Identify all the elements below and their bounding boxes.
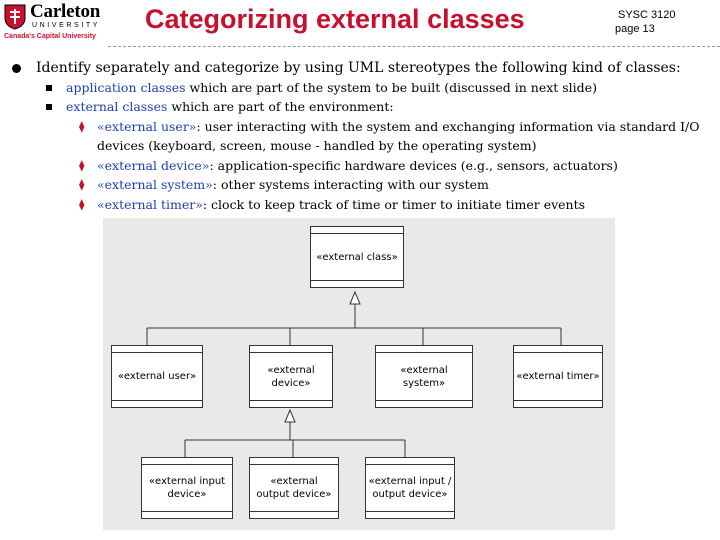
subitem-external-user — [97, 119, 700, 134]
description: : user interacting with the system and exchanging information via standard I/O — [196, 119, 700, 134]
class-label: «external device» — [267, 364, 315, 389]
header-divider — [108, 46, 720, 47]
square-bullet-icon — [46, 85, 52, 91]
generalization-arrow-icon — [350, 292, 360, 304]
class-label: «external input device» — [148, 476, 226, 500]
uml-class-diagram — [103, 218, 615, 530]
term: «external device» — [97, 158, 210, 173]
class-label: «external input / output device» — [368, 476, 452, 500]
generalization-arrow-icon — [285, 410, 295, 422]
class-label: «external system» — [400, 364, 448, 389]
class-external-system — [375, 345, 473, 408]
class-external-io-device — [365, 457, 455, 519]
class-label: «external output device» — [256, 476, 332, 500]
diamond-bullet-icon: ⧫ — [79, 198, 85, 211]
class-label: «external user» — [117, 371, 197, 382]
class-external-timer — [513, 345, 603, 408]
description: : other systems interacting with our system — [212, 177, 489, 192]
slide-title: Categorizing external classes — [145, 4, 525, 34]
description: which are part of the environment: — [167, 99, 394, 114]
bullet-icon — [12, 64, 21, 73]
term: external classes — [66, 99, 168, 114]
class-external-user — [111, 345, 203, 408]
term: «external timer» — [97, 197, 203, 212]
intro-text: Identify separately and categorize by using UML stereotypes the following kind of classes: — [36, 60, 681, 76]
subitem-external-system — [97, 177, 489, 192]
course-code: SYSC 3120 — [618, 9, 676, 21]
list-item-external-classes — [66, 99, 394, 114]
square-bullet-icon — [46, 104, 52, 110]
class-label: «external class» — [316, 251, 398, 263]
list-item-application-classes — [66, 80, 597, 95]
class-external-device — [249, 345, 333, 408]
logo-name: Carleton — [30, 1, 101, 22]
course-info — [615, 8, 676, 36]
logo-tagline: Canada's Capital University — [4, 33, 96, 40]
diamond-bullet-icon: ⧫ — [79, 159, 85, 172]
diamond-bullet-icon: ⧫ — [79, 120, 85, 133]
term: «external user» — [97, 119, 197, 134]
logo-university: UNIVERSITY — [32, 22, 101, 29]
carleton-logo — [4, 2, 112, 42]
description: : application-specific hardware devices (e.g., sensors, actuators) — [209, 158, 618, 173]
page-number: page 13 — [615, 23, 655, 35]
class-external-class — [310, 226, 404, 288]
subitem-external-user-cont: devices (keyboard, screen, mouse - handled by the operating system) — [97, 138, 537, 153]
crest-icon — [4, 4, 26, 30]
description: : clock to keep track of time or timer to initiate timer events — [202, 197, 586, 212]
class-external-input-device — [141, 457, 233, 519]
class-label: «external timer» — [516, 371, 600, 382]
subitem-external-device — [97, 158, 618, 173]
diamond-bullet-icon: ⧫ — [79, 178, 85, 191]
class-external-output-device — [249, 457, 339, 519]
term: application classes — [66, 80, 186, 95]
description: which are part of the system to be built (discussed in next slide) — [185, 80, 597, 95]
term: «external system» — [97, 177, 213, 192]
subitem-external-timer — [97, 197, 585, 212]
